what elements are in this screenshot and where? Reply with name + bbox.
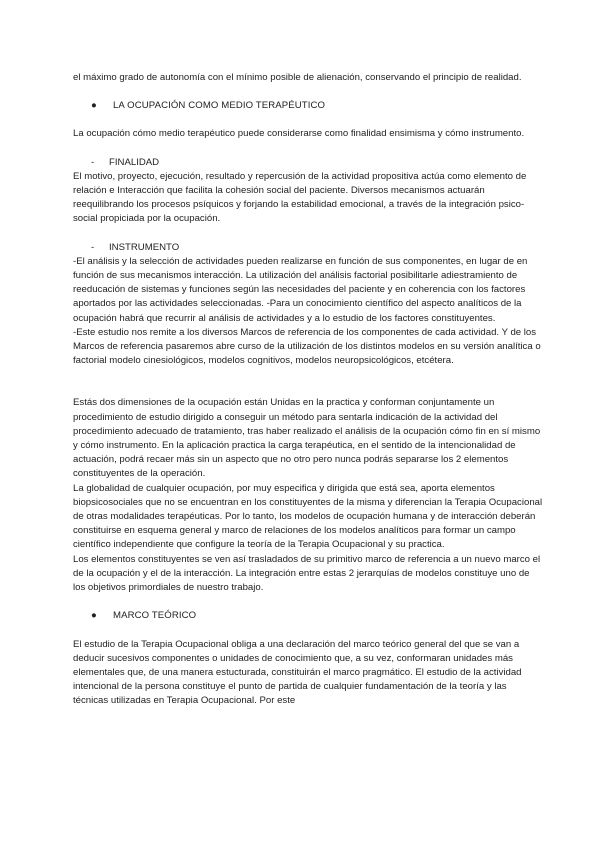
section-title: LA OCUPACIÓN COMO MEDIO TERAPÉUTICO: [113, 100, 326, 112]
dash-marker: -: [91, 156, 95, 168]
instrumento-paragraph-1: -El análisis y la selección de actividades pueden realizarse en función de sus componentes, en lugar de en función de sus mecanismos interacción. La utilización del análisis factorial posibilitarle adiestramiento de reeducación de sistemas y funciones según las necesidades del paciente y en coherencia con los factores aportados por las actividades seleccionadas. -Para un conocimiento científico del aspecto analíticos de la ocupación habrá que recurrir al análisis de actividades y a lo estudio de los factores constituyentes.: [73, 255, 528, 324]
section-heading-ocupacion: [73, 99, 544, 113]
subheading-title: FINALIDAD: [109, 156, 160, 168]
subheading-instrumento: [73, 241, 544, 255]
instrumento-paragraph-2: -Este estudio nos remite a los diversos Marcos de referencia de los componentes de cada actividad. Y de los Marcos de referencia pasaremos abre curso de la utilización de los distintos modelos en su versión analítica o factorial modelo cinesiológicos, modelos cognitivos, modelos neuropsicológicos, etcétera.: [73, 326, 541, 367]
subheading-finalidad: [73, 156, 544, 170]
dimensiones-paragraph-1: Estás dos dimensiones de la ocupación están Unidas en la practica y conforman conjuntamente un procedimiento de estudio dirigido a conseguir un método para sentarla indicación de la actividad del procedimiento adecuado de tratamiento, tras haber realizado el análisis de la ocupación cómo fin en sí mismo y cómo instrumento. En la aplicación practica la carga terapéutica, en el sentido de la intencionalidad de actuación, podrá recaer más sin un aspecto que no otro pero nunca podrás separarse los 2 elementos constituyentes de la operación.: [73, 397, 541, 480]
subheading-title: INSTRUMENTO: [109, 241, 180, 253]
bullet-marker: ●: [91, 100, 97, 112]
dimensiones-paragraph-2: La globalidad de cualquier ocupación, por muy especifica y dirigida que está sea, aporta elementos biopsicosociales que no se encuentran en los constituyentes de la misma y diferencian la Terapia Ocupacional de otras modalidades terapéuticas. Por lo tanto, los modelos de ocupación humana y de interacción deberán constituirse en esquema general y marco de relaciones de los modelos analíticos para formar un campo científico independiente que configure la teoría de la Terapia Ocupacional y su practica.: [73, 482, 543, 551]
intro-paragraph: el máximo grado de autonomía con el mínimo posible de alienación, conservando el principio de realidad.: [73, 72, 522, 83]
dimensiones-paragraph-3: Los elementos constituyentes se ven así trasladados de su primitivo marco de referencia a un nuevo marco el de la ocupación y el de la interacción. La integración entre estas 2 jerarquías de modelos constituye uno de los objetivos primordiales de nuestro trabajo.: [73, 553, 541, 594]
ocupacion-paragraph: La ocupación cómo medio terapéutico puede considerarse como finalidad ensimisma y cómo instrumento.: [73, 128, 525, 140]
dash-marker: -: [91, 241, 95, 253]
finalidad-paragraph: El motivo, proyecto, ejecución, resultado y repercusión de la actividad propositiva actúa como elemento de relación e Interacción que facilita la cohesión social del paciente. Diversos mecanismos actuarán reequilibrando los procesos psíquicos y forjando la estabilidad emocional, a través de la integración psico-social propiciada por la ocupación.: [73, 170, 527, 225]
section-title: MARCO TEÓRICO: [113, 610, 197, 622]
marco-paragraph: El estudio de la Terapia Ocupacional obliga a una declaración del marco teórico general del que se van a deducir sucesivos componentes o unidades de conocimiento que, a su vez, conformaran unidades más elementales que, de una manera estucturada, constituirán el marco pragmático. El estudio de la actividad intencional de la persona constituye el punto de partida de cualquier fundamentación de la teoría y las técnicas utilizadas en Terapia Ocupacional. Por este: [73, 638, 522, 707]
bullet-marker: ●: [91, 610, 97, 622]
section-heading-marco: [73, 609, 544, 623]
